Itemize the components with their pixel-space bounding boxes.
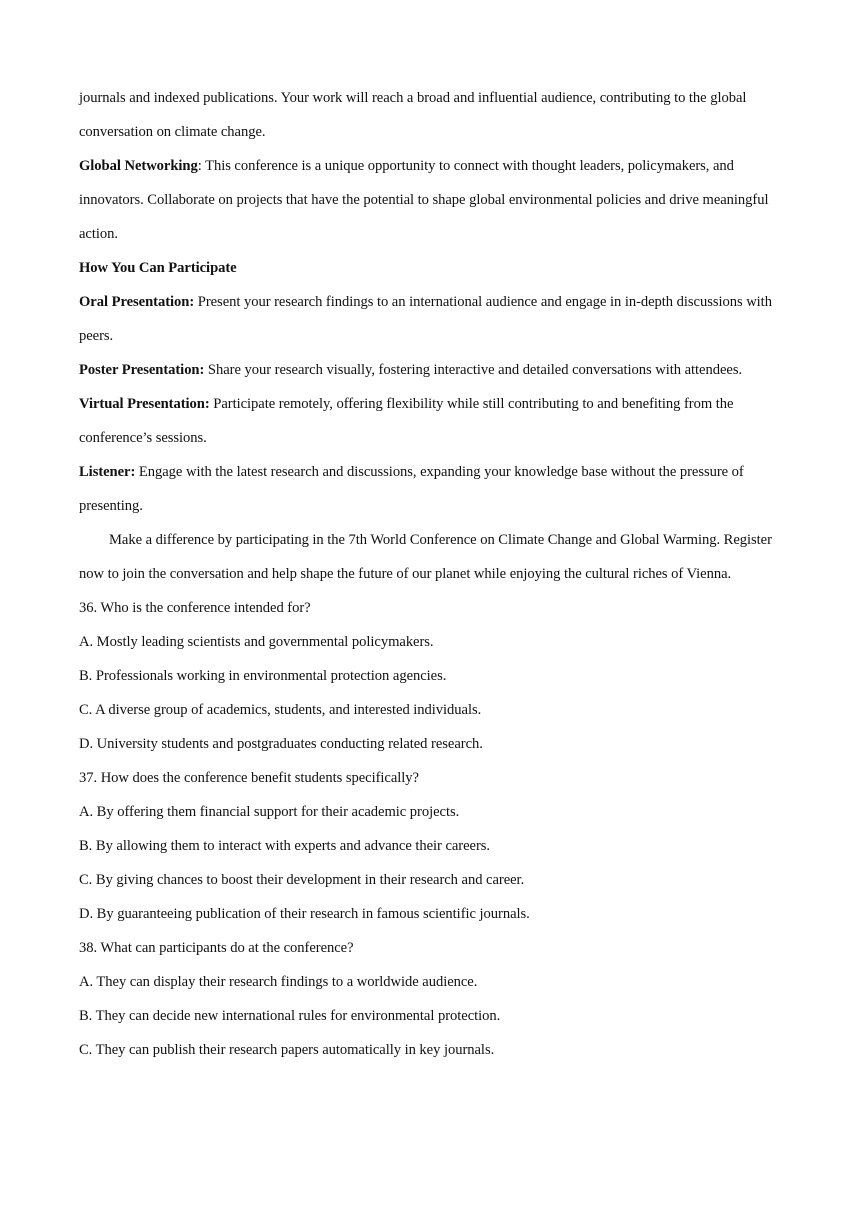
question-36-option-c: C. A diverse group of academics, students, and interested individuals. bbox=[79, 702, 482, 718]
question-37-option-d: D. By guaranteeing publication of their research in famous scientific journals. bbox=[79, 906, 530, 922]
global-networking-paragraph bbox=[79, 149, 791, 251]
question-37-stem: 37. How does the conference benefit students specifically? bbox=[79, 770, 419, 786]
question-38-option-a: A. They can display their research findings to a worldwide audience. bbox=[79, 974, 478, 990]
oral-presentation-label: Oral Presentation: bbox=[79, 294, 195, 310]
participate-heading-text: How You Can Participate bbox=[79, 260, 237, 276]
virtual-presentation-paragraph bbox=[79, 387, 791, 455]
oral-presentation-paragraph bbox=[79, 285, 791, 353]
global-networking-label: Global Networking bbox=[79, 158, 198, 174]
listener-label: Listener: bbox=[79, 464, 136, 480]
listener-text: Engage with the latest research and discussions, expanding your knowledge base without the pressure of presenting. bbox=[79, 464, 744, 514]
poster-presentation-paragraph bbox=[79, 353, 791, 387]
document-content bbox=[79, 81, 791, 1067]
question-36-stem: 36. Who is the conference intended for? bbox=[79, 600, 311, 616]
closing-paragraph: Make a difference by participating in the 7th World Conference on Climate Change and Global Warming. Register now to join the conversation and help shape the future of our planet while enjoying the cultural riches of Vienna. bbox=[79, 532, 772, 582]
question-38-stem: 38. What can participants do at the conference? bbox=[79, 940, 354, 956]
question-38-option-b: B. They can decide new international rules for environmental protection. bbox=[79, 1008, 501, 1024]
participate-heading bbox=[79, 251, 791, 285]
virtual-presentation-text: Participate remotely, offering flexibility while still contributing to and benefiting from the conference’s sessions. bbox=[79, 396, 734, 446]
oral-presentation-text: Present your research findings to an international audience and engage in in-depth discussions with peers. bbox=[79, 294, 772, 344]
question-36-option-a: A. Mostly leading scientists and governmental policymakers. bbox=[79, 634, 434, 650]
poster-presentation-label: Poster Presentation: bbox=[79, 362, 205, 378]
question-38-option-c: C. They can publish their research papers automatically in key journals. bbox=[79, 1042, 495, 1058]
question-37-option-a: A. By offering them financial support for their academic projects. bbox=[79, 804, 460, 820]
question-37-option-c: C. By giving chances to boost their development in their research and career. bbox=[79, 872, 525, 888]
question-36-option-d: D. University students and postgraduates conducting related research. bbox=[79, 736, 483, 752]
virtual-presentation-label: Virtual Presentation: bbox=[79, 396, 210, 412]
question-37-option-b: B. By allowing them to interact with experts and advance their careers. bbox=[79, 838, 491, 854]
question-36-option-b: B. Professionals working in environmental protection agencies. bbox=[79, 668, 447, 684]
listener-paragraph bbox=[79, 455, 791, 523]
poster-presentation-text: Share your research visually, fostering interactive and detailed conversations with attendees. bbox=[204, 362, 743, 378]
global-networking-text: : This conference is a unique opportunity to connect with thought leaders, policymakers, and innovators. Collaborate on projects that have the potential to shape global environmental policies and drive meaningful action. bbox=[79, 158, 769, 242]
intro-continuation: journals and indexed publications. Your work will reach a broad and influential audience, contributing to the global conversation on climate change. bbox=[79, 90, 747, 140]
